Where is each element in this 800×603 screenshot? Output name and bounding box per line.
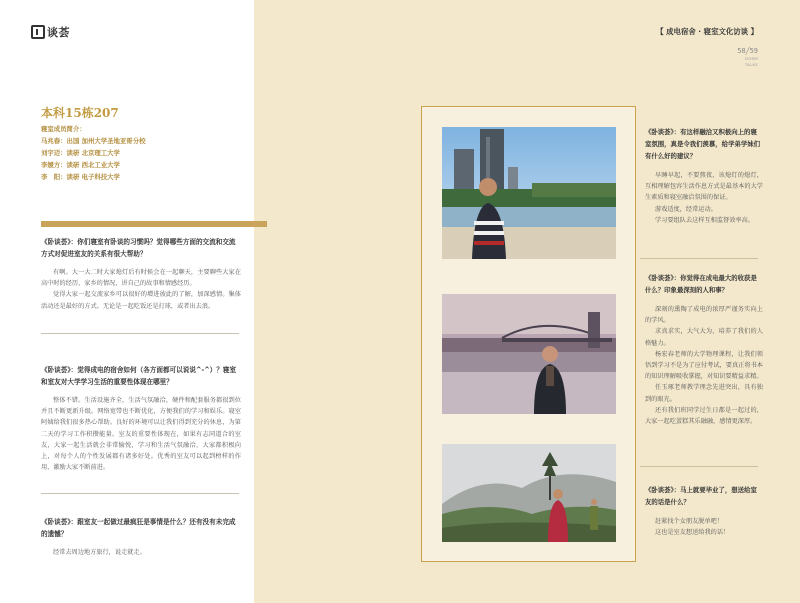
answer-text bbox=[645, 516, 763, 538]
answer-paragraph: 学习要组队去这样互相监督效率高。 bbox=[655, 216, 754, 224]
section-tag: 【 成电宿舍 · 寝室文化访谈 】 bbox=[656, 27, 758, 36]
section-divider bbox=[41, 333, 239, 334]
page-number: 58╱59 bbox=[737, 47, 758, 55]
qa-block bbox=[645, 484, 763, 538]
question-text: 《卧谈荟》：有这样融洽又积极向上的寝室氛围，真是令我们羡慕，给学弟学妹们有什么好的建议？ bbox=[645, 128, 761, 160]
photo-mountain bbox=[442, 444, 616, 542]
member-item: 李 阳：读研 电子科技大学 bbox=[41, 173, 120, 181]
answer-paragraph: 游戏适度，经常运动。 bbox=[655, 205, 717, 213]
logo-icon bbox=[31, 25, 45, 39]
section-divider bbox=[41, 493, 239, 494]
logo-text: 谈荟 bbox=[47, 26, 70, 39]
dorm-title: 本科15栋207 bbox=[41, 106, 119, 120]
member-item: 刘宇迈：读研 北京理工大学 bbox=[41, 149, 120, 157]
answer-paragraph: 经常去周边地方旅行，说走就走。 bbox=[53, 549, 146, 556]
answer-text bbox=[41, 267, 241, 312]
answer-paragraph: 有啊。大一大二时大家熄灯后有时候会在一起聊天，主要聊些大家在高中时的经历，家乡的情况，讲自己的故事和情感经历。 bbox=[41, 269, 241, 288]
answer-text bbox=[41, 547, 241, 558]
answer-paragraph: 任玉琢老师教学理念先进突出，具有独到的眼光。 bbox=[645, 384, 763, 403]
qa-block bbox=[645, 272, 763, 427]
section-divider bbox=[640, 466, 758, 467]
answer-paragraph: 杨宏春老师的大学物理课程，让我们领悟到学习不是为了应付考试，要真正将书本的知识理解吸收掌握，对知识要精益求精。 bbox=[645, 350, 763, 381]
members-label: 寝室成员简介： bbox=[41, 125, 86, 133]
answer-paragraph: 深刻的熏陶了成电的浓厚严谨务实向上的学风。 bbox=[645, 306, 763, 325]
answer-paragraph: 还有我们班同学过生日都是一起过的，大家一起吃蛋糕其乐融融，感情更深厚。 bbox=[645, 406, 763, 426]
talk-en-line: DORM bbox=[744, 56, 758, 61]
answer-paragraph: 早睡早起，不要熬夜，该熄灯的熄灯，互相理解包容生活作息方式是最基本的大学生素质和寝室融洽氛围的保证。 bbox=[645, 172, 763, 202]
photo-seaside bbox=[442, 127, 616, 259]
member-item: 马兆春：出国 加州大学圣地亚哥分校 bbox=[41, 137, 146, 145]
page-header bbox=[656, 26, 758, 67]
answer-text bbox=[41, 395, 241, 473]
member-list bbox=[41, 123, 251, 183]
qa-block bbox=[645, 126, 763, 226]
qa-block bbox=[41, 364, 241, 473]
answer-paragraph: 这也是室友想送给我的话！ bbox=[655, 529, 730, 537]
answer-paragraph: 整体不错。生活设施齐全，生活气氛融洽，硬件和配套服务都很到位并且不断更新升级。网络宽带也不断优化，方便我们的学习和娱乐。寝室阿姨给我们很多热心帮助。良好的环境可以让我们得到充分的休息，为第二天的学习工作积攒能量。室友的重要性体现在，如果有志同道合的室友，大家一起生活就会非常愉悦，学习和生活气氛融洽，大家都积极向上，对每个人的个性发展都有诸多好处。优秀的室友可以起到榜样的作用，激励大家不断前进。 bbox=[41, 397, 241, 472]
answer-paragraph: 觉得大家一起交流家乡可以很好的增进彼此的了解，加深感情。集体活动还是最好的方式。无论是一起吃饭还是打球，或者出去浪。 bbox=[41, 291, 241, 310]
question-text: 《卧谈荟》：你觉得在成电最大的收获是什么？印象最深刻的人和事？ bbox=[645, 274, 757, 294]
qa-block bbox=[41, 516, 241, 558]
qa-block bbox=[41, 236, 241, 312]
question-text: 《卧谈荟》：觉得成电的宿舍如何（各方面都可以说说^-^）？寝室和室友对大学学习生活的重要性体现在哪里？ bbox=[41, 366, 237, 386]
question-text: 《卧谈荟》：你们寝室有卧谈的习惯吗？觉得哪些方面的交流和交流方式对促进室友的关系有很大帮助？ bbox=[41, 238, 236, 258]
answer-text bbox=[645, 304, 763, 427]
section-divider bbox=[640, 258, 758, 259]
photo-bridge bbox=[442, 294, 616, 414]
member-item: 李媛方：读研 西北工业大学 bbox=[41, 161, 120, 169]
question-text: 《卧谈荟》：跟室友一起做过最疯狂是事情是什么？还有没有未完成的遗憾？ bbox=[41, 518, 236, 538]
answer-paragraph: 赶紧找个女朋友脱单吧！ bbox=[655, 518, 724, 525]
talk-en-line: TALKS bbox=[744, 62, 758, 67]
answer-paragraph: 求真求实，大气大为，培养了我们的人格魅力。 bbox=[645, 328, 763, 347]
question-text: 《卧谈荟》：马上就要毕业了，想送给室友的话是什么？ bbox=[645, 486, 757, 506]
magazine-logo bbox=[31, 24, 70, 40]
gold-divider-bar bbox=[41, 221, 267, 227]
answer-text bbox=[645, 170, 763, 226]
